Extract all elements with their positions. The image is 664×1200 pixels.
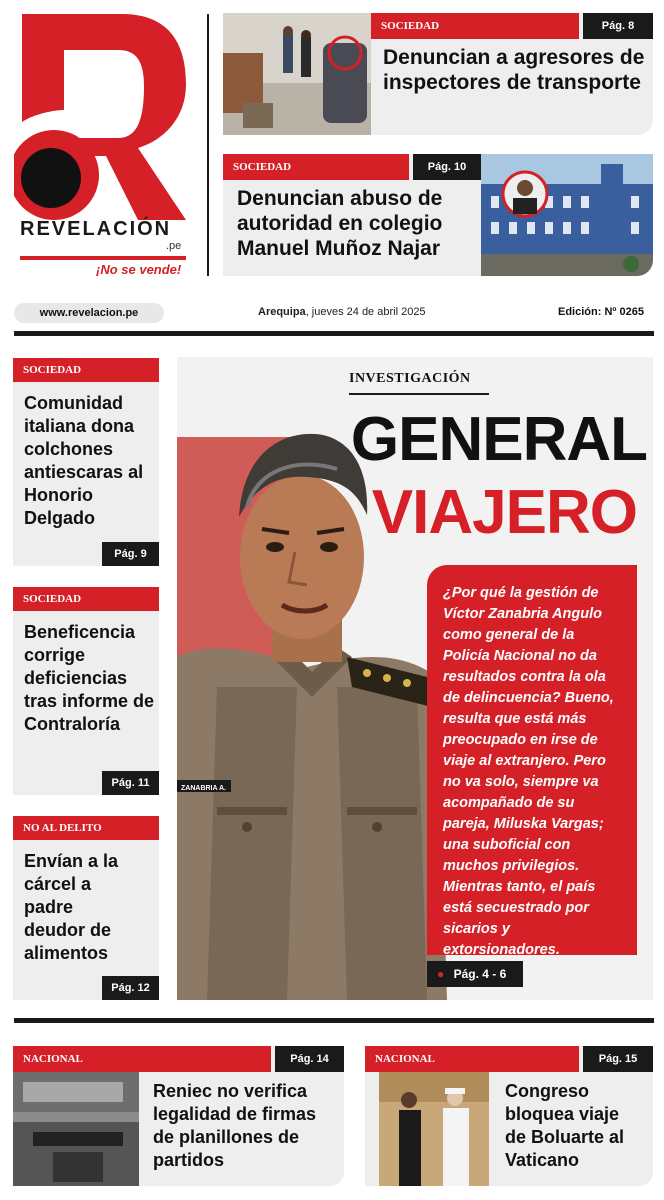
side-story-3-title: Envían a la cárcel a padre deudor de alimentos <box>24 851 119 963</box>
top-teaser-2[interactable] <box>223 154 653 276</box>
side-story-2-title: Beneficencia corrige deficiencias tras informe de Contraloría <box>24 622 155 734</box>
bottom-story-2-photo <box>379 1072 489 1186</box>
masthead-slogan: ¡No se vende! <box>96 262 182 277</box>
side-story-1-section: SOCIEDAD <box>13 358 159 382</box>
bottom-story-1[interactable] <box>13 1046 344 1186</box>
side-story-3-page: Pág. 12 <box>102 976 159 1000</box>
uniform-name-badge: ZANABRIA A. <box>181 785 226 792</box>
bottom-story-2[interactable] <box>365 1046 653 1186</box>
side-story-3[interactable] <box>13 816 159 1000</box>
side-story-1[interactable] <box>13 358 159 566</box>
teaser-1-photo <box>223 13 371 135</box>
masthead-rule <box>20 256 186 260</box>
site-url[interactable]: www.revelacion.pe <box>14 303 164 323</box>
teaser-2-title: Denuncian abuso de autoridad en colegio Manuel Muñoz Najar <box>237 187 443 260</box>
top-teaser-1[interactable] <box>223 13 653 135</box>
main-story-lead: ¿Por qué la gestión de Víctor Zanabria Angulo como general de la Policía Nacional no da resultados contra la ola de delincuencia? Bueno, resulta que está más preocupado en irse de viaje al extranjero. Pero no va solo, siempre va acompañado de su pareja, Miluska Vargas; una suboficial con muchos privilegios. Mientras tanto, el país está secuestrado por sicarios y extorsionadores. <box>427 565 637 955</box>
side-story-1-title: Comunidad italiana dona colchones antiescaras al Honorio Delgado <box>24 393 144 528</box>
side-story-2[interactable] <box>13 587 159 795</box>
edition-label: Edición: <box>558 306 602 318</box>
main-story[interactable] <box>177 357 653 1000</box>
teaser-1-page: Pág. 8 <box>583 13 653 39</box>
main-story-page <box>427 961 523 987</box>
bullet-dot-icon: ● <box>437 967 445 981</box>
masthead-divider <box>207 14 209 276</box>
dateline-date: , jueves 24 de abril 2025 <box>305 306 426 318</box>
side-story-1-page: Pág. 9 <box>102 542 159 566</box>
masthead-name: REVELACIÓN <box>20 218 172 240</box>
footer-rule <box>14 1018 654 1023</box>
edition-number <box>558 306 644 318</box>
bottom-story-1-photo <box>13 1072 139 1186</box>
teaser-2-photo <box>481 154 653 276</box>
bottom-story-1-page: Pág. 14 <box>275 1046 344 1072</box>
side-story-2-section: SOCIEDAD <box>13 587 159 611</box>
main-headline-line1: GENERAL <box>350 405 647 474</box>
header-rule <box>14 331 654 336</box>
teaser-1-section: SOCIEDAD <box>371 13 579 39</box>
edition-value: Nº 0265 <box>601 306 644 318</box>
main-story-page-label: Pág. 4 - 6 <box>453 967 507 981</box>
teaser-2-page: Pág. 10 <box>413 154 481 180</box>
side-story-2-page: Pág. 11 <box>102 771 159 795</box>
masthead-domain-suffix: .pe <box>166 240 182 252</box>
side-story-3-section: NO AL DELITO <box>13 816 159 840</box>
dateline-city: Arequipa <box>258 306 306 318</box>
bottom-story-2-section: NACIONAL <box>365 1046 579 1072</box>
bottom-story-2-page: Pág. 15 <box>583 1046 653 1072</box>
bottom-story-1-title: Reniec no verifica legalidad de firmas de planillones de partidos <box>153 1081 317 1170</box>
teaser-1-title: Denuncian a agresores de inspectores de transporte <box>383 46 645 94</box>
main-story-kicker: INVESTIGACIÓN <box>349 371 471 386</box>
main-headline-line2: VIAJERO <box>371 478 637 547</box>
bottom-story-2-title: Congreso bloquea viaje de Boluarte al Vaticano <box>505 1081 625 1170</box>
bottom-story-1-section: NACIONAL <box>13 1046 271 1072</box>
teaser-2-section: SOCIEDAD <box>223 154 409 180</box>
dateline <box>258 306 426 318</box>
kicker-underline <box>349 393 489 395</box>
